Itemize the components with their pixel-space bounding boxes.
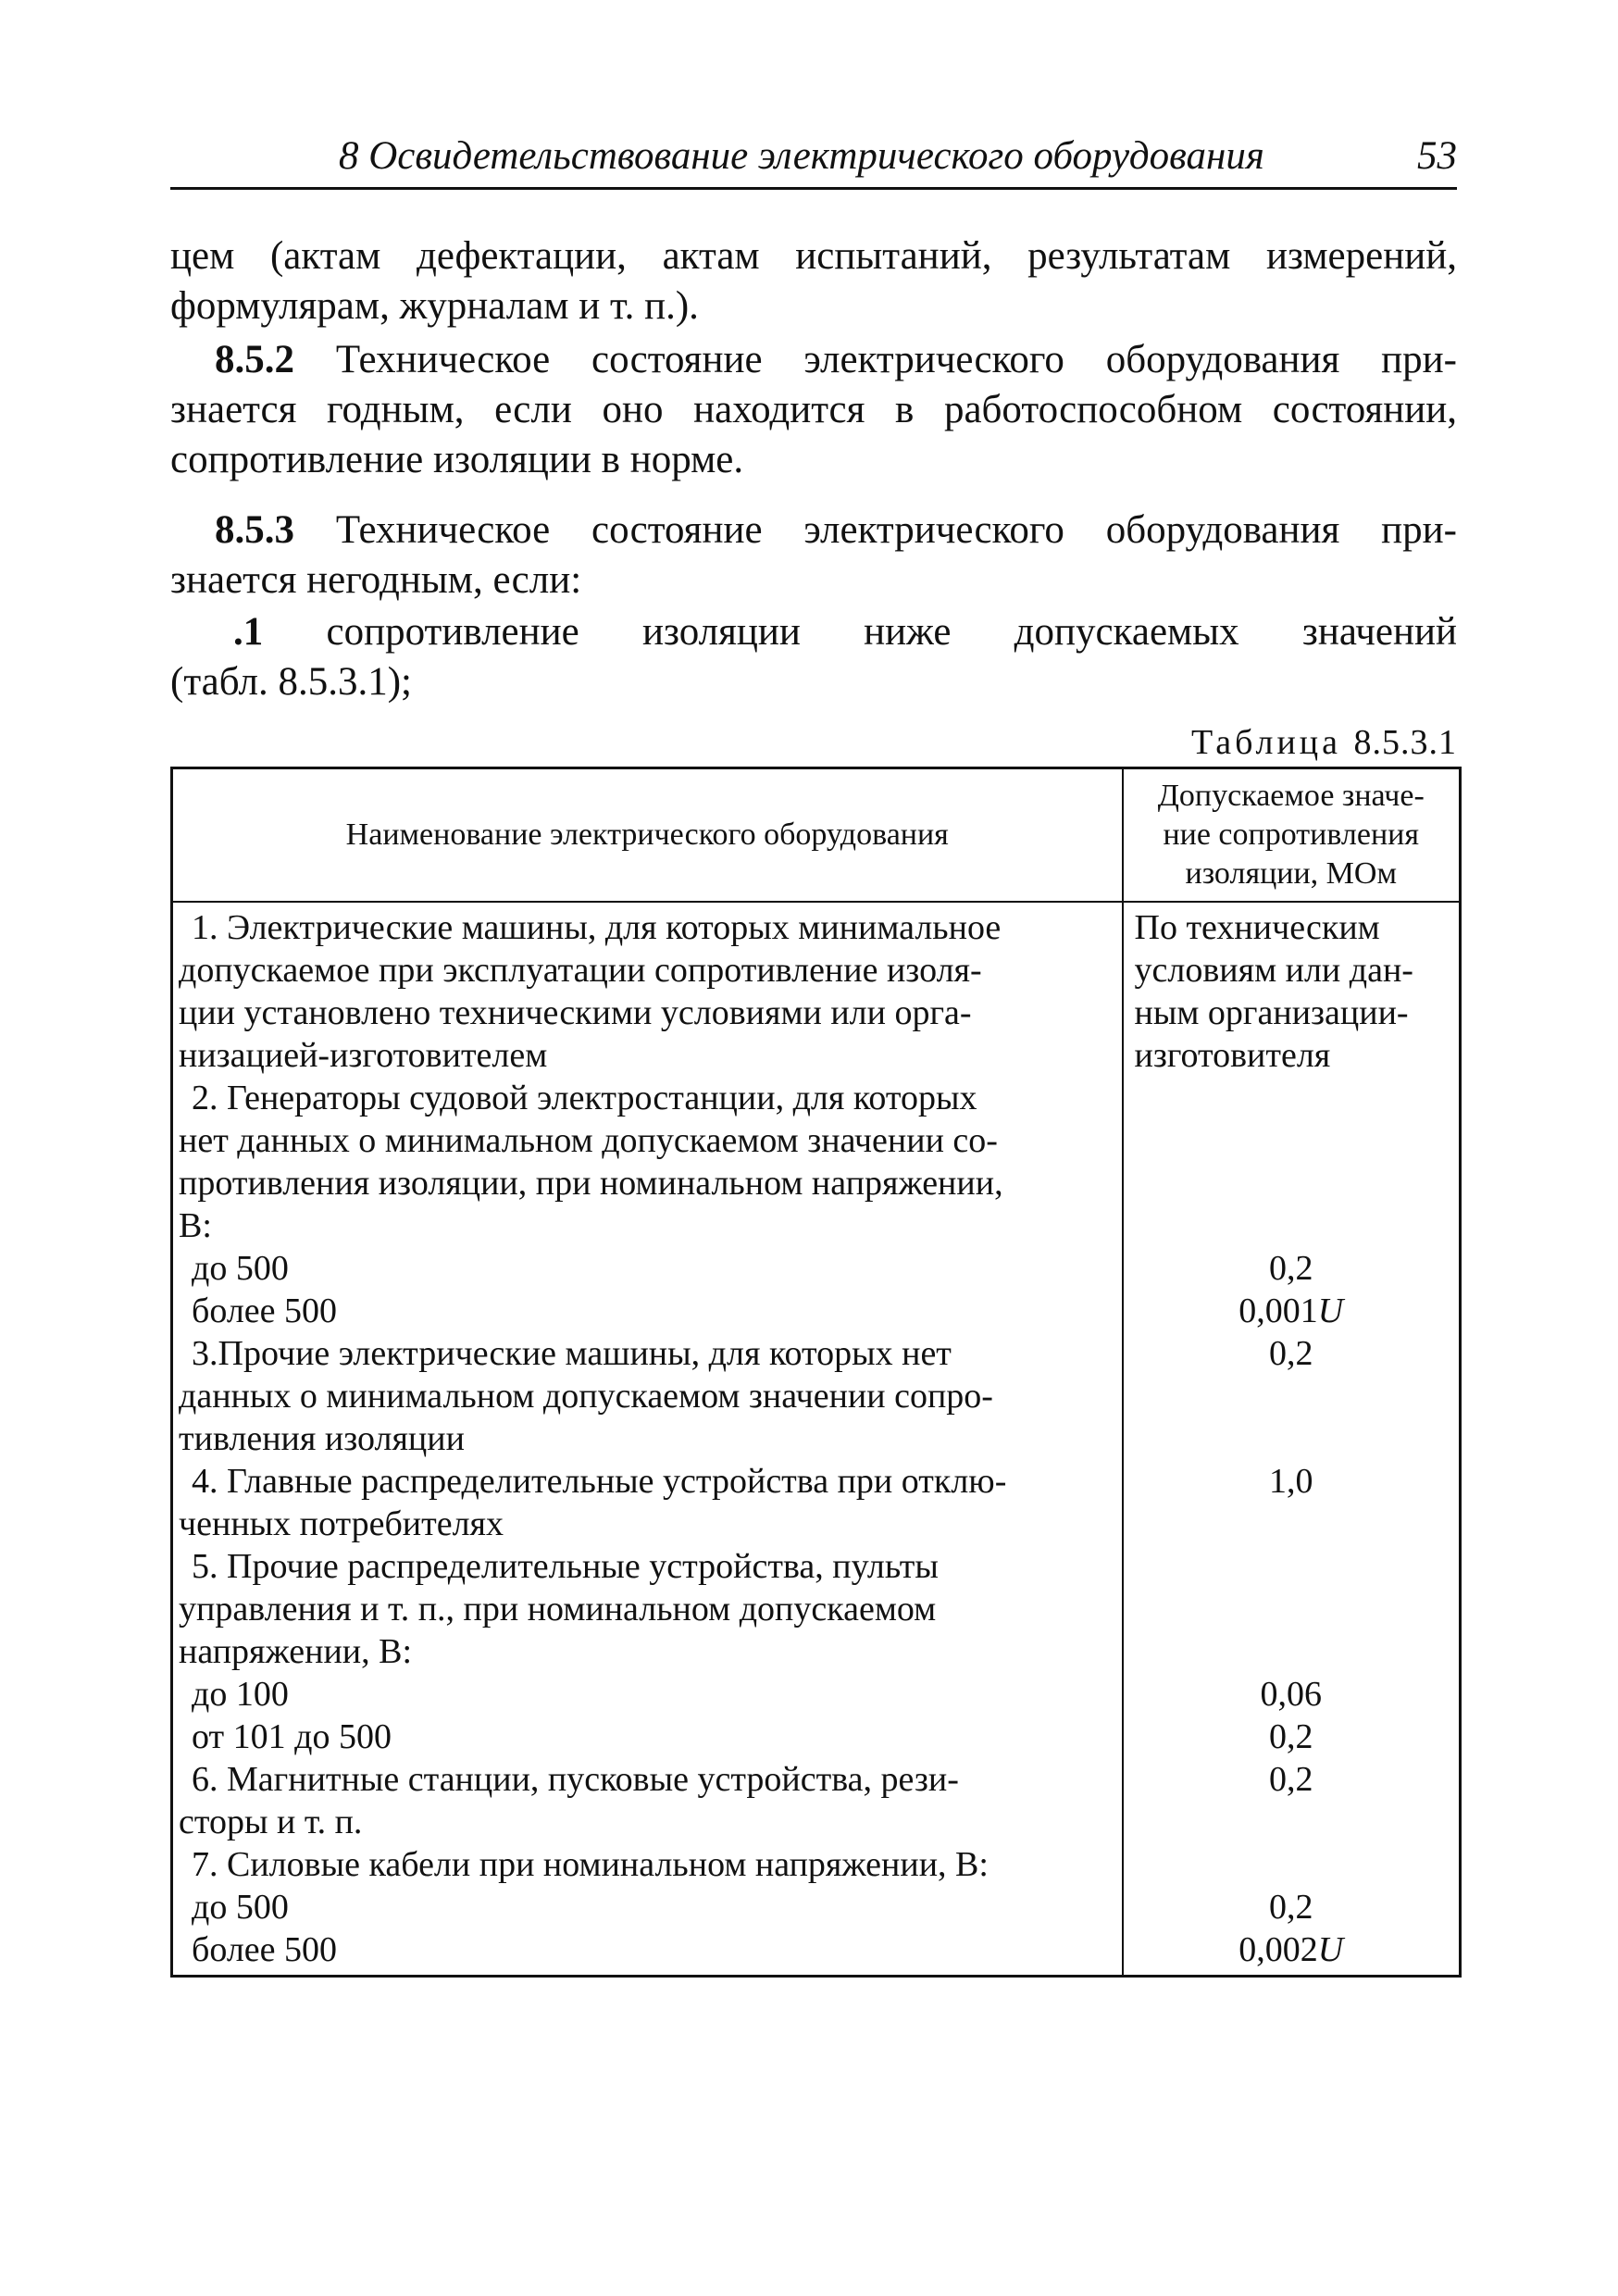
table-row: [172, 1843, 1461, 1886]
table-row: [172, 1247, 1461, 1290]
resistance-value-cell: 0,2: [1269, 1888, 1313, 1927]
text-line: знается негодным, если:: [170, 558, 582, 602]
equipment-cell: более 500: [172, 1290, 1123, 1332]
voltage-symbol: U: [1317, 1930, 1344, 1969]
resistance-value-cell: 0,2: [1269, 1760, 1313, 1799]
equipment-cell: до 100: [172, 1673, 1123, 1716]
table-header-row: [172, 768, 1461, 903]
paragraph-8-5-2: [170, 335, 1457, 485]
item-number: .1: [233, 610, 264, 654]
column-header-equipment: Наименование электрического оборудования: [172, 768, 1123, 903]
resistance-value-cell: [1123, 1077, 1461, 1247]
resistance-value-cell: 0,2: [1269, 1334, 1313, 1373]
equipment-cell: 5. Прочие распределительные устройства, пульты управления и т. п., при номинальном допускаемом напряжении, В:: [172, 1545, 1123, 1673]
equipment-cell: 3.Прочие электрические машины, для которых нет данных о минимальном допускаемом значении сопро- тивления изоляции: [172, 1332, 1123, 1460]
text-line: знается годным, если оно находится в работоспособном состоянии,: [170, 388, 1457, 431]
table-row: [172, 1716, 1461, 1758]
column-header-resistance: Допускаемое значе- ние сопротивления изоляции, МОм: [1123, 768, 1461, 903]
equipment-cell: более 500: [172, 1928, 1123, 1977]
table-row: [172, 1545, 1461, 1673]
table-caption-word: Таблица: [1190, 723, 1341, 762]
table-row: [172, 1460, 1461, 1545]
resistance-value-cell: 1,0: [1269, 1462, 1313, 1501]
text-line: цем (актам дефектации, актам испытаний, результатам измерений,: [170, 234, 1457, 278]
page-number: 53: [1417, 134, 1457, 178]
table-row: [172, 1077, 1461, 1247]
resistance-value-cell: 0,001U: [1238, 1292, 1344, 1330]
resistance-value-cell: 0,2: [1269, 1249, 1313, 1288]
resistance-value-cell: [1123, 1545, 1461, 1673]
item-1: [170, 607, 1457, 707]
equipment-cell: 4. Главные распределительные устройства при отклю- ченных потребителях: [172, 1460, 1123, 1545]
equipment-cell: 1. Электрические машины, для которых минимальное допускаемое при эксплуатации сопротивление изоля- ции установлено техническими условиями или орга- низацией-изготовителем: [172, 902, 1123, 1077]
table-row: [172, 1673, 1461, 1716]
equipment-cell: 2. Генераторы судовой электростанции, для которых нет данных о минимальном допускаемом значении со- противления изоляции, при номинальном напряжении, В:: [172, 1077, 1123, 1247]
chapter-title: 8 Освидетельствование электрического оборудования: [339, 134, 1264, 178]
text-line: сопротивление изоляции в норме.: [170, 438, 744, 481]
table-row: [172, 1758, 1461, 1843]
text-line: 8.5.3 Техническое состояние электрического оборудования при-: [215, 508, 1457, 552]
table-row: [172, 1332, 1461, 1460]
paragraph-8-5-3: [170, 505, 1457, 605]
table-row: [172, 902, 1461, 1077]
resistance-value-cell: 0,002U: [1238, 1930, 1344, 1969]
voltage-symbol: U: [1317, 1292, 1344, 1330]
table-caption: [1191, 722, 1457, 763]
text-line: .1 сопротивление изоляции ниже допускаемых значений: [233, 610, 1457, 654]
table-row: [172, 1928, 1461, 1977]
resistance-value-cell: По техническим условиям или дан- ным организации- изготовителя: [1134, 908, 1413, 1075]
equipment-cell: до 500: [172, 1886, 1123, 1928]
resistance-value-cell: 0,2: [1269, 1717, 1313, 1756]
resistance-value-cell: [1123, 1843, 1461, 1886]
equipment-cell: 6. Магнитные станции, пусковые устройства, рези- сторы и т. п.: [172, 1758, 1123, 1843]
equipment-cell: до 500: [172, 1247, 1123, 1290]
text-line: (табл. 8.5.3.1);: [170, 660, 413, 704]
clause-number: 8.5.2: [215, 338, 294, 381]
running-header: [170, 130, 1457, 190]
equipment-cell: от 101 до 500: [172, 1716, 1123, 1758]
table-row: [172, 1290, 1461, 1332]
table-caption-number: 8.5.3.1: [1353, 723, 1457, 762]
resistance-value-cell: 0,06: [1260, 1675, 1322, 1714]
table-row: [172, 1886, 1461, 1928]
clause-number: 8.5.3: [215, 508, 294, 552]
text-line: формулярам, журналам и т. п.).: [170, 284, 699, 328]
paragraph-continued: [170, 231, 1457, 331]
resistance-table: [170, 767, 1462, 1978]
text-line: 8.5.2 Техническое состояние электрического оборудования при-: [215, 338, 1457, 381]
equipment-cell: 7. Силовые кабели при номинальном напряжении, В:: [172, 1843, 1123, 1886]
